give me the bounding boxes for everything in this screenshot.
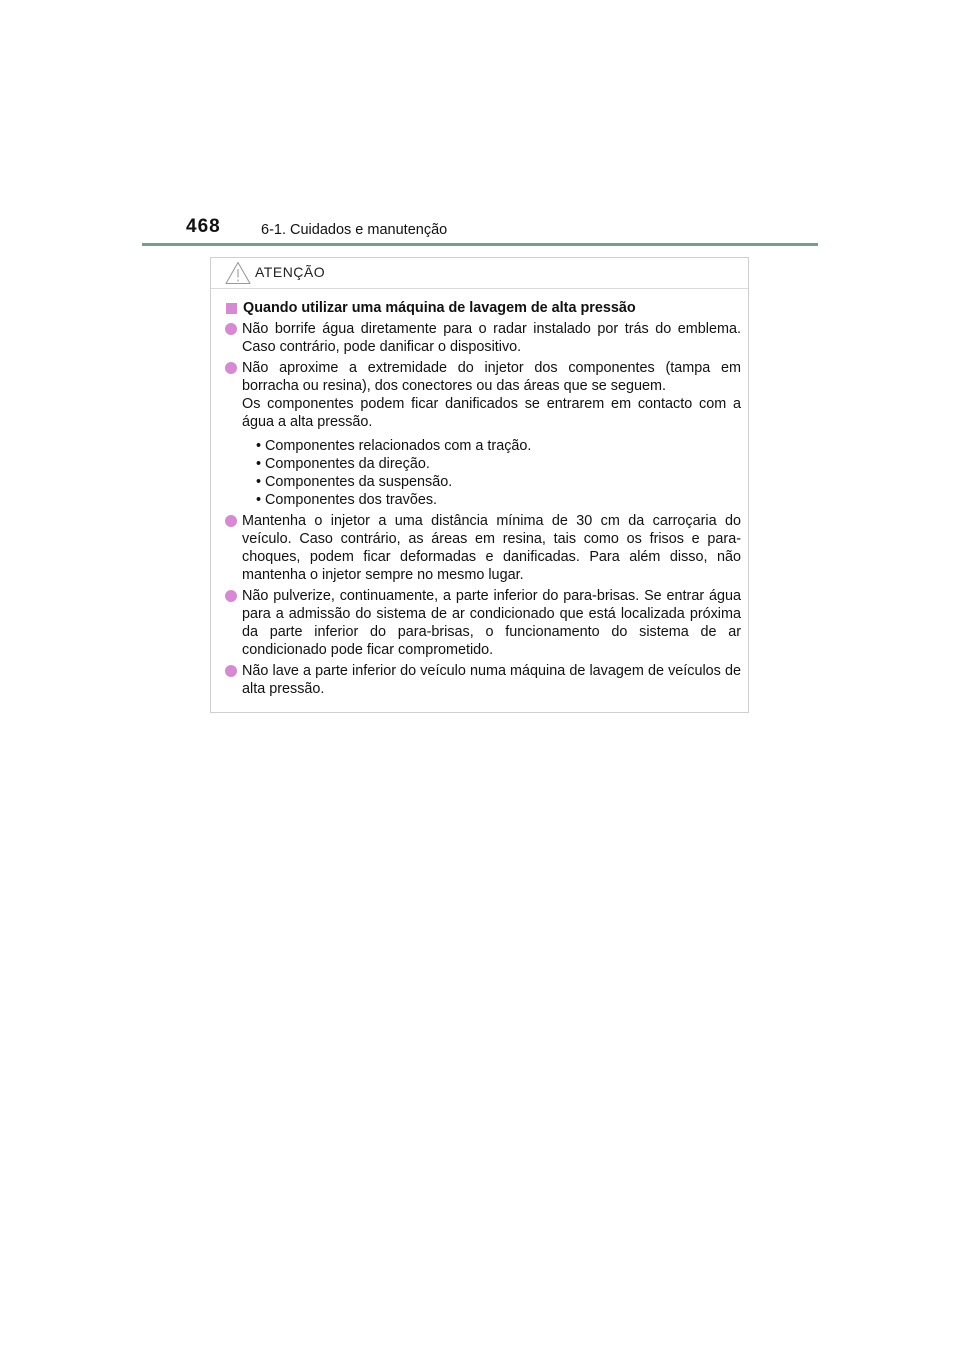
list-item-text: Não borrife água diretamente para o radar instalado por trás do emblema. Caso contrário, pode danificar o dispositivo. — [242, 321, 741, 355]
circle-bullet-icon — [225, 665, 237, 677]
list-item-text: Não pulverize, continuamente, a parte inferior do para-brisas. Se entrar água para a admissão do sistema de ar condicionado que está localizada próxima da parte inferior do para-brisas, o funcionamento do sistema de ar condicionado pode ficar comprometido. — [242, 588, 741, 658]
square-bullet-icon — [226, 303, 237, 314]
sub-list-item: • Componentes dos travões. — [256, 492, 438, 508]
list-item-text: Não lave a parte inferior do veículo numa máquina de lavagem de veículos de alta pressão. — [242, 663, 741, 697]
page-number: 468 — [186, 216, 221, 237]
sub-list — [242, 437, 741, 509]
list-item — [211, 512, 748, 584]
circle-bullet-icon — [225, 323, 237, 335]
list-item-text: Os componentes podem ficar danificados se entrarem em contacto com a água a alta pressão. — [242, 396, 741, 430]
circle-bullet-icon — [225, 362, 237, 374]
sub-list-item: • Componentes da direção. — [256, 456, 430, 472]
subheading-text: Quando utilizar uma máquina de lavagem de alta pressão — [243, 300, 636, 316]
list-item — [211, 587, 748, 659]
warning-body — [211, 299, 748, 701]
section-title: 6-1. Cuidados e manutenção — [261, 222, 448, 238]
sub-list-item: • Componentes da suspensão. — [256, 474, 453, 490]
sub-list-item: • Componentes relacionados com a tração. — [256, 438, 532, 454]
warning-box — [210, 257, 749, 713]
circle-bullet-icon — [225, 515, 237, 527]
list-item — [211, 320, 748, 356]
warning-subheading — [211, 299, 748, 317]
list-item-text: Mantenha o injetor a uma distância mínima de 30 cm da carroçaria do veículo. Caso contrário, as áreas em resina, tais como os frisos e para-choques, podem ficar deformadas e danificadas. Para além disso, não mantenha o injetor sempre no mesmo lugar. — [242, 513, 741, 583]
header-rule — [142, 243, 818, 246]
list-item — [211, 359, 748, 509]
list-item — [211, 662, 748, 698]
warning-triangle-icon — [225, 261, 251, 285]
warning-label: ATENÇÃO — [255, 264, 326, 280]
list-item-text: Não aproxime a extremidade do injetor dos componentes (tampa em borracha ou resina), dos conectores ou das áreas que se seguem. — [242, 360, 741, 394]
warning-header — [211, 258, 748, 289]
circle-bullet-icon — [225, 590, 237, 602]
